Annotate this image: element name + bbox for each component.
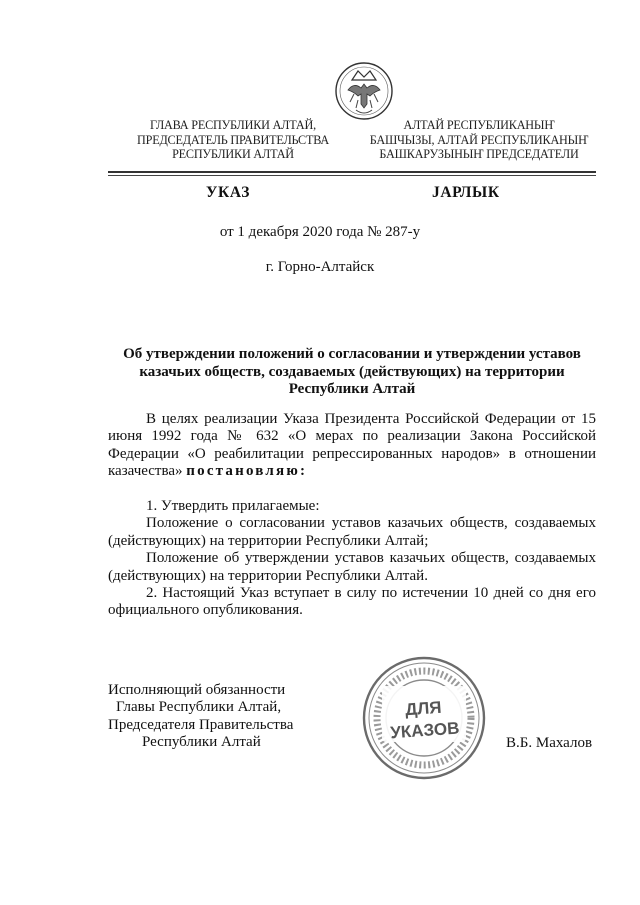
item-paragraph: 1. Утвердить прилагаемые: [146,498,320,515]
resolve-word: постановляю: [186,463,308,480]
header-rule-thin [108,175,596,176]
document-title [108,346,596,399]
header-right-line: АЛТАЙ РЕСПУБЛИКАНЫҤ [403,118,555,132]
header-left-block [118,118,348,162]
official-stamp-icon [360,654,488,782]
header-left-line: ГЛАВА РЕСПУБЛИКИ АЛТАЙ, [150,118,316,132]
stamp-label: ДЛЯ [404,697,443,720]
doc-type-alt: JАРЛЫК [432,184,500,201]
item-paragraph: 2. Настоящий Указ вступает в силу по истечении 10 дней со дня его официального опубликования. [108,585,596,619]
position-line: Исполняющий обязанности [108,682,286,698]
signatory-position [108,682,318,752]
title-line: Республики Алтай [288,381,416,397]
header-right-block [360,118,598,162]
preamble-paragraph [108,411,596,481]
document-body [108,411,596,620]
item-paragraph: Положение об утверждении уставов казачьих обществ, создаваемых (действующих) на территории Республики Алтай. [108,550,596,584]
city: г. Горно-Алтайск [265,259,375,275]
header-right-line: БАШКАРУЗЫНЫҤ ПРЕДСЕДАТЕЛИ [379,147,579,162]
header-rule-thick [108,171,596,173]
position-line: Главы Республики Алтай, [116,699,282,716]
title-line: казачьих обществ, создаваемых (действующих) на территории [139,363,565,380]
signatory-name: В.Б. Махалов [506,735,593,751]
header-left-line: РЕСПУБЛИКИ АЛТАЙ [172,147,294,162]
date-number: от 1 декабря 2020 года № 287-у [219,224,421,240]
position-line: Председателя Правительства [108,716,294,733]
preamble-text: В целях реализации Указа Президента Российской Федерации от 15 июня 1992 года № 632 «О мерах по реализации Закона Российской Федерации «О реабилитации репрессированных народов» в отношении казачества» [108,411,596,480]
republic-emblem-icon [334,60,394,122]
item-paragraph: Положение о согласовании уставов казачьих обществ, создаваемых (действующих) на территории Республики Алтай; [108,515,596,549]
paragraph-gap [108,481,596,498]
title-line: Об утверждении положений о согласовании и утверждении уставов [123,346,581,362]
doc-type-ru: УКАЗ [206,184,251,201]
header-right-line: БАШЧЫЗЫ, АЛТАЙ РЕСПУБЛИКАНЫҤ [369,132,589,147]
stamp-label: УКАЗОВ [389,718,461,743]
header-left-line: ПРЕДСЕДАТЕЛЬ ПРАВИТЕЛЬСТВА [137,132,329,147]
position-line: Республики Алтай [142,734,261,751]
